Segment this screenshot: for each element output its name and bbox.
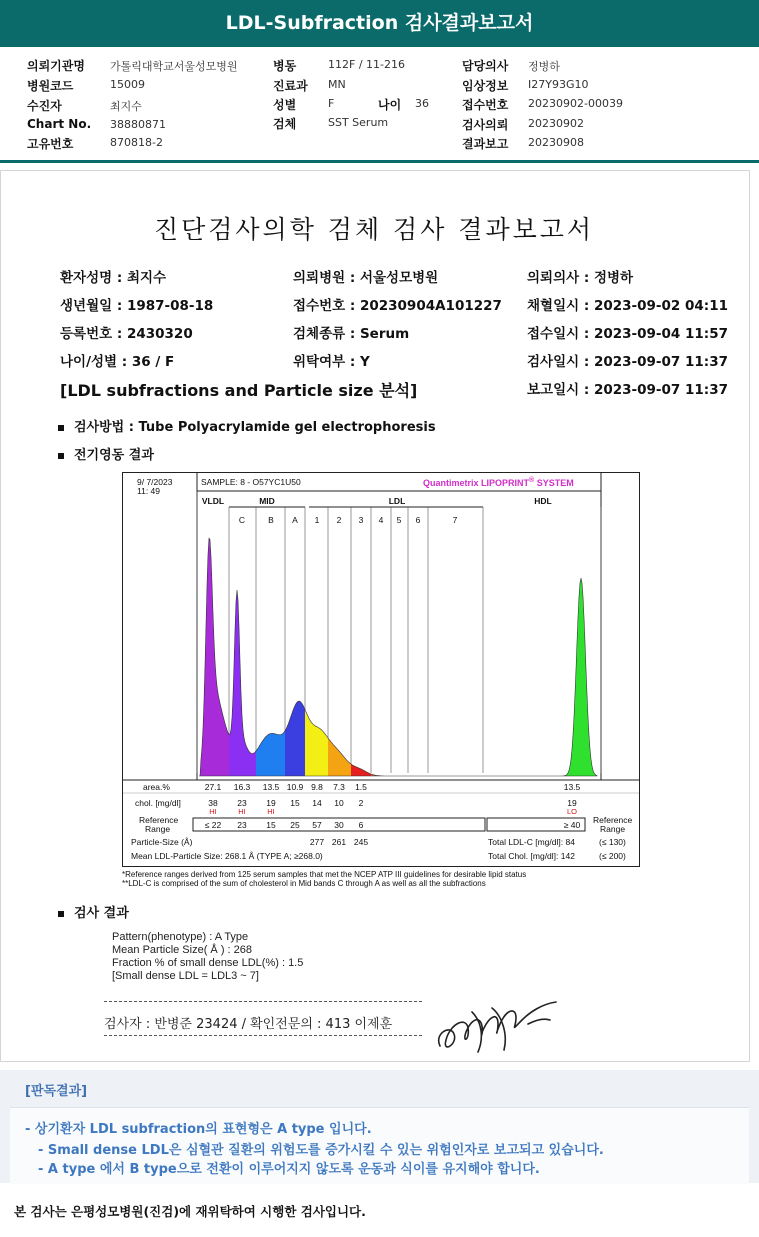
chol-flag: HI — [209, 807, 217, 816]
header-value: 15009 — [110, 78, 145, 91]
receipt-time: 접수일시 : 2023-09-04 11:57 — [527, 326, 728, 342]
header-value: MN — [328, 78, 346, 91]
chol-flag: HI — [238, 807, 246, 816]
area-values — [205, 782, 581, 792]
judgment-title: [판독결과] — [25, 1084, 88, 1099]
outsourced: 위탁여부 : Y — [293, 354, 370, 370]
collection-time: 채혈일시 : 2023-09-02 04:11 — [527, 298, 728, 314]
band-label: 3 — [358, 515, 364, 525]
header-label: 임상정보 — [462, 79, 509, 93]
area-value: 13.5 — [262, 782, 280, 792]
band-label: A — [292, 515, 298, 525]
band-labels — [239, 515, 458, 525]
result-heading: 검사 결과 — [74, 906, 129, 921]
band-label: B — [268, 515, 274, 525]
result-phenotype: Pattern(phenotype) : A Type — [112, 931, 249, 943]
area-value: 10.9 — [286, 782, 304, 792]
chart-date: 9/ 7/2023 — [137, 477, 173, 487]
birth-date: 생년월일 : 1987-08-18 — [60, 298, 214, 314]
band-label: 7 — [452, 515, 458, 525]
ref-label-2: Range — [145, 824, 171, 834]
header-label: 결과보고 — [462, 137, 509, 151]
dashed-rule-bottom — [104, 1035, 422, 1036]
band-label: 5 — [396, 515, 402, 525]
result-fraction: Fraction % of small dense LDL(%) : 1.5 — [112, 957, 304, 969]
signature-stroke — [439, 1002, 556, 1052]
group-label-hdl: HDL — [534, 496, 552, 506]
band-label: 1 — [314, 515, 320, 525]
result-bullet — [58, 902, 129, 921]
area-value: 16.3 — [233, 782, 251, 792]
header-value: 870818-2 — [110, 136, 163, 149]
header-label: 고유번호 — [27, 137, 74, 151]
area-segment — [523, 473, 597, 776]
chol-flag: LO — [566, 807, 578, 816]
header-value: 38880871 — [110, 118, 166, 131]
chart-curve — [199, 538, 597, 776]
system-suffix: SYSTEM — [534, 478, 574, 488]
chol-value: 15 — [290, 798, 300, 808]
registration-number: 등록번호 : 2430320 — [60, 326, 193, 342]
total-chol-ref: (≤ 200) — [599, 851, 626, 861]
report-title-bar: LDL-Subfraction 검사결과보고서 — [0, 0, 759, 47]
ref-label-right-1: Reference — [593, 815, 633, 825]
method-bullet — [58, 416, 436, 435]
ref-value: ≥ 40 — [563, 820, 581, 830]
particle-sizes — [310, 837, 368, 847]
section-title: [LDL subfractions and Particle size 분석] — [60, 381, 418, 400]
area-segment — [371, 473, 483, 776]
total-chol: Total Chol. [mg/dl]: 142 — [488, 851, 575, 861]
report-heading: 진단검사의학 검체 검사 결과보고서 — [153, 215, 595, 244]
band-label: 4 — [378, 515, 384, 525]
receipt-number: 접수번호 : 20230904A101227 — [293, 298, 502, 314]
chol-value: 19 — [567, 798, 577, 808]
area-segment — [197, 473, 229, 776]
particle-size-value: 261 — [331, 837, 347, 847]
chol-row-label: chol. [mg/dl] — [135, 798, 181, 808]
system-reg: ® — [529, 477, 535, 484]
chol-values — [208, 798, 577, 808]
area-value: 13.5 — [563, 782, 581, 792]
chart-system-label — [423, 476, 574, 488]
footnote-1: *Reference ranges derived from 125 serum samples that met the NCEP ATP III guidelines for desirable lipid status — [122, 870, 527, 879]
header-label: 담당의사 — [462, 59, 509, 73]
judgment-line-1: - 상기환자 LDL subfraction의 표현형은 A type 입니다. — [25, 1122, 372, 1137]
judgment-line-2: - Small dense LDL은 심혈관 질환의 위험도를 증가시킬 수 있는 위험인자로 보고되고 있습니다. — [38, 1143, 604, 1158]
area-value: 27.1 — [204, 782, 222, 792]
header-label: 병동 — [273, 59, 297, 73]
chol-flags — [209, 807, 577, 816]
dashed-rule-top — [104, 1001, 422, 1002]
area-value: 9.8 — [311, 782, 323, 792]
method-text: 검사방법 : Tube Polyacrylamide gel electrophoresis — [74, 420, 436, 435]
lipoprint-chart — [122, 472, 640, 867]
particle-size-value: 245 — [353, 837, 369, 847]
group-label-mid: MID — [259, 496, 275, 506]
particle-size-label: Particle-Size (Å) — [131, 837, 193, 847]
header-label: 검사의뢰 — [462, 118, 509, 132]
band-label: C — [238, 515, 246, 525]
result-mean-size: Mean Particle Size( Å ) : 268 — [112, 944, 253, 956]
particle-size-value: 277 — [309, 837, 325, 847]
ref-value: ≤ 22 — [204, 820, 222, 830]
ref-value: 25 — [290, 820, 300, 830]
header-label: 진료과 — [273, 79, 308, 93]
header-label: 나이 — [378, 98, 402, 112]
ref-value: 6 — [358, 820, 364, 830]
band-label: 6 — [415, 515, 421, 525]
header-label: 수진자 — [27, 99, 62, 113]
total-ldl: Total LDL-C [mg/dl]: 84 — [488, 837, 575, 847]
specimen-type: 검체종류 : Serum — [293, 326, 410, 342]
chol-value: 14 — [312, 798, 322, 808]
header-value: 가톨릭대학교서울성모병원 — [110, 60, 238, 73]
header-value: I27Y93G10 — [528, 78, 589, 91]
requesting-hospital: 의뢰병원 : 서울성모병원 — [293, 270, 439, 286]
header-label: 접수번호 — [462, 98, 509, 112]
signature-image — [432, 994, 562, 1058]
patient-name: 환자성명 : 최지수 — [60, 270, 167, 286]
chol-value: 19 — [266, 798, 276, 808]
chol-flag: HI — [267, 807, 275, 816]
chol-value: 2 — [358, 798, 364, 808]
header-divider — [0, 160, 759, 163]
header-value: 20230902-00039 — [528, 97, 623, 110]
header-label: 검체 — [273, 117, 297, 131]
header-label: 성별 — [273, 98, 297, 112]
footnote-2: **LDL-C is comprised of the sum of cholesterol in Mid bands C through A as well as all the subfractions — [122, 879, 486, 888]
electrophoresis-text: 전기영동 결과 — [74, 448, 154, 463]
bottom-note: 본 검사는 은평성모병원(진검)에 재위탁하여 시행한 검사입니다. — [14, 1204, 366, 1219]
chol-value: 23 — [237, 798, 247, 808]
mean-size: Mean LDL-Particle Size: 268.1 Å (TYPE A; ≥268.0) — [131, 851, 323, 861]
chol-value: 38 — [208, 798, 218, 808]
header-value: 36 — [415, 97, 429, 110]
judgment-line-3: - A type 에서 B type으로 전환이 이루어지지 않도록 운동과 식이를 유지해야 합니다. — [38, 1162, 540, 1177]
signature-line: 검사자 : 반병준 23424 / 확인전문의 : 413 이제훈 — [104, 1017, 393, 1032]
header-label: 병원코드 — [27, 79, 74, 93]
chol-value: 10 — [334, 798, 344, 808]
chart-svg — [123, 473, 639, 866]
header-value: 20230902 — [528, 117, 584, 130]
total-ldl-ref: (≤ 130) — [599, 837, 626, 847]
chart-time: 11: 49 — [137, 486, 161, 496]
group-label-ldl: LDL — [388, 496, 406, 506]
ref-value: 23 — [237, 820, 247, 830]
band-label: 2 — [336, 515, 342, 525]
header-value: 정병하 — [528, 60, 560, 73]
ref-value: 57 — [312, 820, 322, 830]
requesting-doctor: 의뢰의사 : 정병하 — [527, 270, 634, 286]
ref-value: 30 — [334, 820, 344, 830]
report-time: 보고일시 : 2023-09-07 11:37 — [527, 382, 728, 398]
age-sex: 나이/성별 : 36 / F — [60, 354, 175, 370]
header-label: Chart No. — [27, 117, 92, 131]
header-value: SST Serum — [328, 116, 389, 129]
system-name: Quantimetrix LIPOPRINT — [423, 478, 530, 488]
chart-sample: SAMPLE: 8 - O57YC1U50 — [201, 477, 301, 487]
ref-label-right-2: Range — [600, 824, 626, 834]
area-value: 1.5 — [355, 782, 367, 792]
group-label-vldl: VLDL — [201, 496, 225, 506]
test-time: 검사일시 : 2023-09-07 11:37 — [527, 354, 728, 370]
area-row-label: area.% — [143, 782, 170, 792]
result-definition: [Small dense LDL = LDL3 ~ 7] — [112, 970, 259, 982]
band-dividers — [197, 491, 601, 773]
ref-label-1: Reference — [139, 815, 179, 825]
header-value: 20230908 — [528, 136, 584, 149]
header-value: 112F / 11-216 — [328, 58, 405, 71]
header-label: 의뢰기관명 — [27, 59, 85, 73]
header-value: 최지수 — [110, 100, 142, 113]
area-value: 7.3 — [333, 782, 345, 792]
ref-value: 15 — [266, 820, 276, 830]
header-value: F — [328, 97, 335, 110]
ref-values — [205, 820, 581, 830]
electrophoresis-bullet — [58, 444, 154, 463]
